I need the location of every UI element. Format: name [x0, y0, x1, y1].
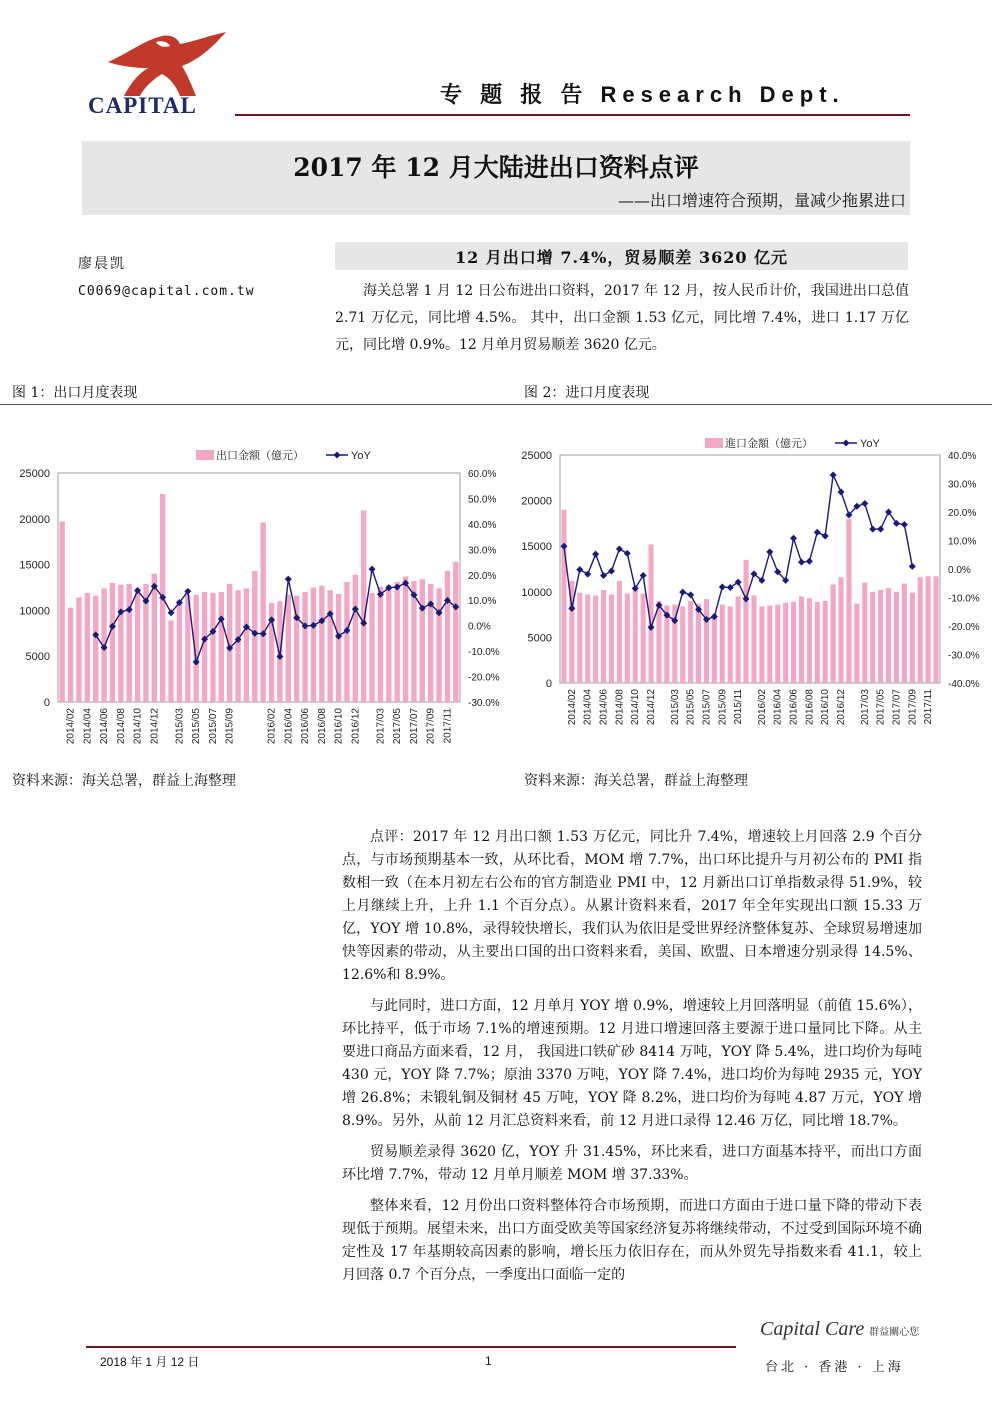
- bar: [585, 595, 590, 683]
- bar: [839, 577, 844, 683]
- yoy-point: [624, 550, 631, 557]
- bar: [593, 595, 598, 683]
- bar: [286, 595, 291, 702]
- bar: [846, 519, 851, 683]
- x-tick-label: 2016/04: [283, 708, 295, 745]
- x-tick-label: 2017/11: [442, 708, 454, 744]
- figure-2-source: 资料来源：海关总署，群益上海整理: [524, 773, 748, 789]
- y-right-tick-label: -10.0%: [468, 647, 500, 659]
- x-tick-label: 2017/03: [859, 689, 871, 726]
- bar: [744, 560, 749, 683]
- capital-care-logo: [760, 1318, 919, 1341]
- y-left-tick-label: 10000: [521, 586, 552, 599]
- x-tick-label: 2016/12: [350, 708, 362, 745]
- y-right-tick-label: 30.0%: [948, 479, 977, 491]
- bar: [60, 522, 65, 702]
- y-right-tick-label: 0.0%: [948, 565, 971, 576]
- yoy-point: [909, 563, 916, 570]
- figure-1-caption: 图 1：出口月度表现: [12, 385, 138, 401]
- x-tick-label: 2016/06: [788, 689, 800, 726]
- y-right-tick-label: -20.0%: [948, 622, 980, 633]
- x-tick-label: 2015/03: [669, 689, 681, 726]
- x-tick-label: 2014/08: [614, 689, 626, 726]
- bar: [759, 606, 764, 683]
- bar: [445, 571, 450, 702]
- bar: [420, 579, 425, 702]
- y-right-tick-label: -30.0%: [468, 698, 500, 709]
- bar: [261, 522, 266, 702]
- bar: [831, 585, 836, 683]
- y-left-tick-label: 15000: [19, 559, 50, 572]
- bar: [386, 585, 391, 702]
- yoy-point: [901, 521, 908, 528]
- x-tick-label: 2015/07: [207, 708, 219, 745]
- bar: [202, 592, 207, 702]
- x-tick-label: 2015/09: [717, 689, 729, 726]
- y-left-tick-label: 25000: [521, 450, 552, 462]
- bar: [910, 593, 915, 683]
- y-left-tick-label: 20000: [521, 495, 552, 508]
- yoy-line: [96, 569, 456, 662]
- bar: [210, 593, 215, 702]
- x-tick-label: 2017/11: [923, 689, 935, 725]
- y-right-tick-label: 10.0%: [948, 536, 977, 548]
- bar: [902, 584, 907, 683]
- yoy-point: [616, 546, 623, 553]
- bar: [319, 586, 324, 702]
- yoy-point: [814, 529, 821, 536]
- yoy-point: [861, 500, 868, 507]
- y-right-tick-label: -40.0%: [948, 679, 980, 690]
- yoy-point: [830, 471, 837, 478]
- bar: [177, 603, 182, 702]
- bar: [775, 605, 780, 683]
- y-right-tick-label: 60.0%: [468, 469, 497, 480]
- yoy-point: [806, 558, 813, 565]
- author-name: 廖晨凯: [78, 256, 126, 272]
- bar: [862, 583, 867, 683]
- bar: [93, 596, 98, 702]
- yoy-point: [576, 566, 583, 573]
- bar: [235, 590, 240, 702]
- bar: [395, 582, 400, 702]
- bar: [688, 601, 693, 683]
- bar: [656, 601, 661, 683]
- x-tick-label: 2016/12: [836, 689, 848, 726]
- bar: [453, 562, 458, 702]
- x-tick-label: 2016/08: [804, 689, 816, 726]
- bar: [696, 604, 701, 683]
- bar: [720, 605, 725, 683]
- bar: [353, 575, 358, 702]
- body-paragraph-1: 点评：2017 年 12 月出口额 1.53 万亿元，同比升 7.4%，增速较上月回落 2.9 个百分点，与市场预期基本一致，从环比看，MOM 增 7.7%，出口环比提升与月初公布的 PMI 指数相一致（在本月初左右公布的官方制造业 PMI 中，12 月新出口订单指数录得 51.9%，较上月继续上升，上升 1.1 个百分点）。从累计资料来看，2017 年全年实现出口额 15.33 万亿，YOY 增 10.8%，录得较快增长，我们认为依旧是受世界经济整体复苏、全球贸易增速加快等因素的带动，从主要出口国的出口资料来看，美国、欧盟、日本增速分别录得 14.5%、12.6%和 8.9%。: [342, 829, 922, 983]
- bar: [403, 577, 408, 702]
- x-tick-label: 2015/11: [733, 689, 745, 725]
- yoy-point: [822, 532, 829, 539]
- legend-bar-label: 進口金額（億元）: [725, 438, 813, 450]
- x-tick-label: 2016/10: [820, 689, 832, 726]
- x-tick-label: 2016/06: [300, 708, 312, 745]
- footer-cities: 台北 · 香港 · 上海: [765, 1360, 904, 1375]
- y-right-tick-label: -20.0%: [468, 672, 500, 684]
- x-tick-label: 2017/05: [392, 708, 404, 745]
- bar: [344, 582, 349, 702]
- bar: [799, 596, 804, 683]
- x-tick-label: 2015/09: [224, 708, 236, 745]
- legend-bar-swatch: [196, 450, 214, 460]
- body-text: [342, 826, 922, 1295]
- x-tick-label: 2017/03: [375, 708, 387, 745]
- y-left-tick-label: 5000: [527, 632, 552, 645]
- yoy-point: [608, 567, 615, 574]
- y-right-tick-label: 10.0%: [468, 596, 497, 608]
- bar: [85, 593, 90, 702]
- y-left-tick-label: 20000: [19, 513, 50, 526]
- legend-line-label: YoY: [860, 438, 880, 450]
- x-tick-label: 2014/12: [646, 689, 658, 726]
- bar: [625, 594, 630, 683]
- x-tick-label: 2014/04: [582, 689, 594, 726]
- x-tick-label: 2016/02: [266, 708, 278, 745]
- bar: [168, 620, 173, 702]
- bar: [878, 590, 883, 683]
- brand-name: Capital Care: [760, 1318, 865, 1340]
- bar: [369, 593, 374, 702]
- bar: [870, 592, 875, 683]
- yoy-point: [600, 572, 607, 579]
- x-tick-label: 2015/05: [685, 689, 697, 726]
- x-tick-label: 2017/09: [425, 708, 437, 745]
- body-paragraph-3: 贸易顺差录得 3620 亿，YOY 升 31.45%，环比来看，进口方面基本持平，而出口方面环比增 7.7%，带动 12 月单月顺差 MOM 增 37.33%。: [342, 1144, 922, 1183]
- bar: [609, 595, 614, 683]
- body-paragraph-2: 与此同时，进口方面，12 月单月 YOY 增 0.9%，增速较上月回落明显（前值 15.6%），环比持平，低于市场 7.1%的增速预期。12 月进口增速回落主要源于进口量同比下降。从主要进口商品方面来看，12 月， 我国进口铁矿砂 8414 万吨，YOY 降 5.4%，进口均价为每吨 430 元，YOY 降 7.7%；原油 3370 万吨，YOY 降 7.4%，进口均价为每吨 2935 元，YOY 增 26.8%；未锻轧铜及铜材 45 万吨，YOY 降 8.2%，进口均价为每吨 4.87 万元，YOY 增 8.9%。另外，从前 12 月汇总资料来看，前 12 月进口录得 12.46 万亿，同比增 18.7%。: [342, 998, 922, 1129]
- bar: [577, 593, 582, 683]
- footer-rule: [86, 1346, 736, 1348]
- brand-cn: 群益關心您: [869, 1327, 920, 1338]
- x-tick-label: 2014/10: [132, 708, 144, 745]
- bar: [918, 577, 923, 683]
- bar: [728, 606, 733, 683]
- legend-line-marker: [334, 452, 341, 459]
- author-email: C0069@capital.com.tw: [78, 284, 255, 299]
- x-tick-label: 2016/10: [333, 708, 345, 745]
- x-tick-label: 2015/07: [701, 689, 713, 726]
- x-tick-label: 2016/08: [316, 708, 328, 745]
- bar: [807, 598, 812, 683]
- y-left-tick-label: 5000: [25, 651, 50, 664]
- yoy-point: [687, 591, 694, 598]
- bar: [244, 588, 249, 702]
- x-tick-label: 2015/03: [174, 708, 186, 745]
- bar: [751, 595, 756, 683]
- bar: [219, 592, 224, 702]
- bar: [436, 588, 441, 702]
- bar: [336, 594, 341, 702]
- y-left-tick-label: 10000: [19, 605, 50, 618]
- bar: [736, 596, 741, 683]
- y-right-tick-label: 20.0%: [948, 508, 977, 519]
- logo-wordmark: CAPITAL: [88, 93, 197, 118]
- yoy-point: [584, 571, 591, 578]
- bar: [704, 599, 709, 683]
- y-right-tick-label: 20.0%: [468, 570, 497, 582]
- figure-rule: [0, 404, 992, 405]
- x-tick-label: 2014/06: [598, 689, 610, 726]
- lead-paragraph: 海关总署 1 月 12 日公布进出口资料，2017 年 12 月，按人民币计价，我国进出口总值 2.71 万亿元，同比增 4.5%。 其中，出口金额 1.53 亿元，同比增 7.4%，进口 1.17 万亿元，同比增 0.9%。12 月单月贸易顺差 3620 亿元。: [335, 283, 909, 353]
- yoy-point: [719, 583, 726, 590]
- yoy-point: [369, 566, 376, 573]
- y-right-tick-label: 50.0%: [468, 494, 497, 506]
- bar: [127, 584, 132, 702]
- body-paragraph-4: 整体来看，12 月份出口资料整体符合市场预期，而进口方面由于进口量下降的带动下表现低于预期。展望未来，出口方面受欧美等国家经济复苏将继续带动，不过受到国际环境不确定性及 17 年基期较高因素的影响，增长压力依旧存在，而从外贸先导指数来看 41.1，较上月回落 0.7 个百分点，一季度出口面临一定的: [342, 1198, 922, 1283]
- legend-line-label: YoY: [351, 450, 371, 462]
- bar: [854, 604, 859, 683]
- bar: [561, 510, 566, 683]
- x-tick-label: 2017/07: [891, 689, 903, 726]
- legend-bar-swatch: [705, 438, 723, 448]
- export-chart: [0, 435, 505, 765]
- x-tick-label: 2015/05: [191, 708, 203, 745]
- x-tick-label: 2017/07: [408, 708, 420, 745]
- legend-line-marker: [843, 440, 850, 447]
- y-right-tick-label: 40.0%: [468, 519, 497, 531]
- x-tick-label: 2016/04: [772, 689, 784, 726]
- yoy-point: [285, 576, 292, 583]
- bar: [886, 588, 891, 683]
- bar: [601, 590, 606, 683]
- bar: [110, 583, 115, 702]
- y-right-tick-label: 0.0%: [468, 621, 491, 633]
- y-left-tick-label: 15000: [521, 541, 552, 554]
- footer-date: 2018 年 1 月 12 日: [100, 1355, 200, 1369]
- y-right-tick-label: -10.0%: [948, 593, 980, 605]
- bar: [815, 602, 820, 683]
- x-tick-label: 2014/04: [82, 708, 94, 745]
- bar: [378, 587, 383, 702]
- bar: [411, 581, 416, 702]
- yoy-point: [640, 572, 647, 579]
- bar: [894, 592, 899, 683]
- yoy-point: [798, 559, 805, 566]
- x-tick-label: 2016/02: [756, 689, 768, 726]
- bar: [712, 614, 717, 683]
- yoy-point: [869, 526, 876, 533]
- yoy-point: [877, 526, 884, 533]
- yoy-point: [592, 551, 599, 558]
- bar: [328, 590, 333, 702]
- x-tick-label: 2014/10: [630, 689, 642, 726]
- y-left-tick-label: 25000: [19, 468, 50, 480]
- report-subtitle: ——出口增速符合预期，量减少拖累进口: [617, 191, 906, 210]
- figure-1-source: 资料来源：海关总署，群益上海整理: [12, 773, 236, 789]
- header-rule: [235, 114, 910, 116]
- bar: [633, 589, 638, 683]
- yoy-point: [679, 589, 686, 596]
- yoy-point: [838, 489, 845, 496]
- y-right-tick-label: 30.0%: [468, 545, 497, 557]
- import-chart: [510, 425, 992, 765]
- bar: [926, 576, 931, 683]
- x-tick-label: 2014/12: [149, 708, 161, 745]
- bar: [302, 592, 307, 702]
- bar: [767, 605, 772, 683]
- bar: [152, 574, 157, 702]
- bar: [823, 601, 828, 683]
- bar: [135, 589, 140, 702]
- headline: 12 月出口增 7.4%，贸易顺差 3620 亿元: [454, 248, 789, 267]
- x-tick-label: 2014/08: [115, 708, 127, 745]
- y-right-tick-label: 40.0%: [948, 451, 977, 462]
- yoy-point: [790, 535, 797, 542]
- bar: [311, 588, 316, 703]
- y-right-tick-label: -30.0%: [948, 650, 980, 662]
- x-tick-label: 2014/02: [65, 708, 77, 745]
- y-left-tick-label: 0: [545, 678, 552, 690]
- yoy-point: [766, 548, 773, 555]
- x-tick-label: 2014/06: [99, 708, 111, 745]
- bar: [361, 511, 366, 702]
- bar: [934, 576, 939, 683]
- bar: [76, 598, 81, 702]
- figure-2-caption: 图 2：进口月度表现: [524, 385, 650, 401]
- x-tick-label: 2014/02: [566, 689, 578, 726]
- bar: [641, 594, 646, 683]
- report-title: 2017 年 12 月大陆进出口资料点评: [293, 153, 699, 182]
- department-heading: 专 题 报 告 Research Dept.: [440, 82, 845, 107]
- bar: [617, 581, 622, 683]
- y-left-tick-label: 0: [43, 697, 50, 709]
- bar: [783, 603, 788, 683]
- legend-bar-label: 出口金额（億元）: [216, 450, 304, 462]
- x-tick-label: 2017/09: [907, 689, 919, 726]
- x-tick-label: 2017/05: [875, 689, 887, 726]
- bar: [791, 602, 796, 683]
- bar: [118, 585, 123, 702]
- capital-logo-mark: [100, 32, 230, 98]
- page-number: 1: [485, 1354, 492, 1368]
- bar: [680, 606, 685, 683]
- bar: [68, 608, 73, 702]
